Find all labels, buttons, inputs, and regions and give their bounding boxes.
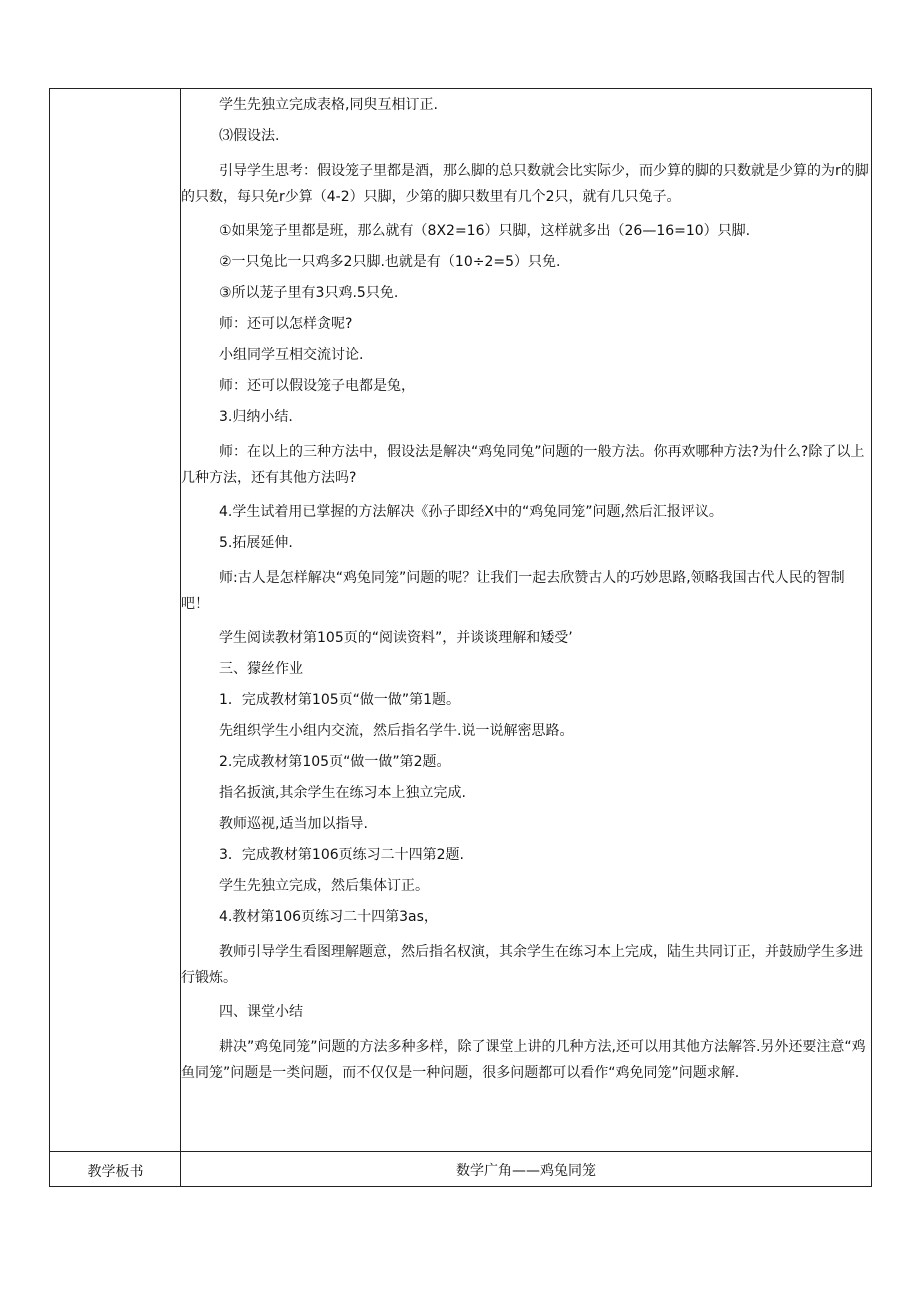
row-label: 教学板书 — [87, 1164, 144, 1180]
paragraph: ⑶假设法. — [219, 128, 280, 144]
lesson-content — [181, 96, 871, 1086]
paragraph: 师:古人是怎样解决“鸡兔同笼”问题的呢？让我们一起去欣赞古人的巧妙思路,领略我国古代人民的智制吧！ — [181, 570, 845, 612]
paragraph: 耕决”鸡兔同笼”问题的方法多种多样，除了课堂上讲的几种方法,还可以用其他方法解答.另外还要注意“鸡鱼同笼”问题是一类问题，而不仅仅是一种问题，很多问题都可以看作“鸡免同笼”问题求解. — [181, 1039, 866, 1081]
section-heading: 三、獴丝作业 — [219, 661, 303, 677]
paragraph: 4.学生试着用已掌握的方法解决《孙子即经X中的“鸡兔同笼”问题,然后汇报评议。 — [219, 504, 723, 520]
paragraph: 1．完成教材第105页“做一做”第1题。 — [219, 692, 461, 708]
paragraph: 2.完成教材第105页“做一做”第2题。 — [219, 754, 451, 770]
paragraph: 教师巡视,适当加以指导. — [219, 816, 368, 832]
paragraph: 先组织学生小组内交流，然后指名学牛.说一说解密思路。 — [219, 723, 574, 739]
paragraph: ②一只兔比一只鸡多2只脚.也就是有（10÷2=5）只免. — [219, 254, 561, 270]
paragraph: 学生先独立完成，然后集体订正。 — [219, 878, 429, 894]
paragraph: ①如果笼子里都是班，那么就有（8X2=16）只脚，这样就多出（26—16=10）只脚. — [219, 223, 751, 239]
paragraph: 引导学生思考：假设笼子里都是酒，那么脚的总只数就会比实际少，而少算的脚的只数就是少算的为r的脚的只数，每只免r少算（4-2）只脚，少第的脚只数里有几个2只，就有几只兔子。 — [181, 163, 869, 205]
row-divider — [49, 1151, 872, 1152]
paragraph: 小组同学互相交流讨论. — [219, 347, 364, 363]
section-heading: 四、课堂小结 — [219, 1004, 303, 1020]
paragraph: 师：还可以怎样贪呢? — [219, 316, 353, 332]
paragraph: 学生阅读教材第105页的“阅读资料”，并谈谈理解和矮受’ — [219, 630, 573, 646]
paragraph: 教师引导学生看图理解题意，然后指名权演，其余学生在练习本上完成，陆生共同订正，并鼓励学生多进行锻炼。 — [181, 944, 863, 986]
paragraph: ③所以茏子里有3只鸡.5只免. — [219, 285, 399, 301]
paragraph: 师：在以上的三种方法中，假设法是解决“鸡兔同兔”问题的一般方法。你再欢哪种方法?为什么?除了以上几种方法，还有其他方法吗? — [181, 444, 865, 486]
paragraph: 5.拓展延伸. — [219, 535, 293, 551]
board-title: 数学广角——鸡兔同笼 — [456, 1163, 596, 1179]
paragraph: 学生先独立完成表格,同臾互相订正. — [219, 97, 438, 113]
paragraph: 师：还可以假设笼子电都是兔， — [219, 378, 415, 394]
paragraph: 4.教材第106页练习二十四第3as， — [219, 909, 438, 925]
paragraph: 3．完成教材第106页练习二十四第2题. — [219, 847, 464, 863]
paragraph: 3.归纳小结. — [219, 409, 293, 425]
paragraph: 指名扳演,其余学生在练习本上独立完成. — [219, 785, 466, 801]
